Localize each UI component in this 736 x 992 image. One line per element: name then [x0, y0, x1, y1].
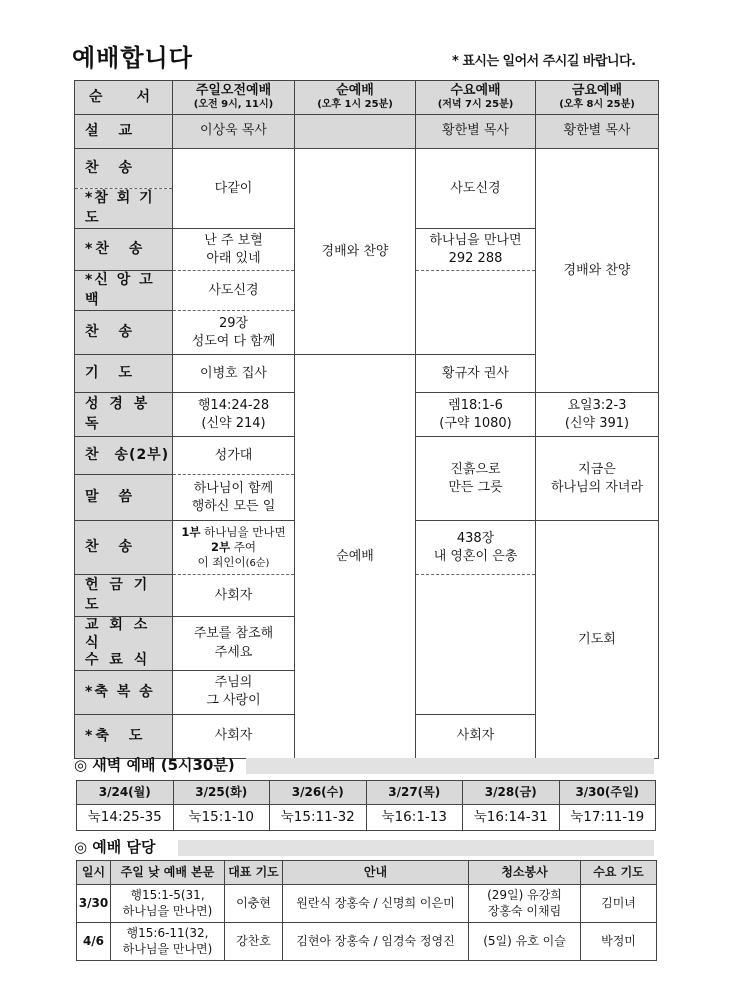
page-title: 예배합니다	[72, 44, 193, 72]
sunday-am-together: 다같이	[173, 149, 295, 229]
staff-section-heading: ◎ 예배 담당	[74, 836, 156, 857]
fri-scripture: 요일3:2-3 (신약 391)	[536, 393, 659, 437]
header-sunday-pm: 순예배 (오후 1시 25분)	[295, 81, 416, 115]
label-hymn-4: 찬 송	[75, 521, 173, 575]
dawn-service-table	[76, 780, 656, 831]
wed-hymn-2: 하나님을 만나면 292 288	[416, 229, 536, 271]
dawn-day: 3/25(화)	[173, 781, 270, 805]
sunday-am-benediction: 사회자	[173, 714, 295, 758]
label-word: 말 씀	[75, 475, 173, 521]
staff-wed-prayer: 박정미	[581, 923, 657, 961]
staff-text: 행15:1-5(31, 하나님을 만나면)	[111, 885, 225, 923]
worship-order-table	[74, 80, 659, 759]
sunday-pm-soon: 순예배	[295, 355, 416, 759]
staff-header: 주일 낮 예배 본문	[111, 861, 225, 885]
wed-hymn-4: 438장 내 영혼이 은총	[416, 521, 536, 575]
sunday-am-scripture: 행14:24-28 (신약 214)	[173, 393, 295, 437]
dawn-passage: 눅15:1-10	[173, 805, 270, 831]
staff-header: 대표 기도	[225, 861, 283, 885]
label-hymn-3: 찬 송	[75, 311, 173, 355]
dawn-heading-bar	[246, 758, 654, 774]
staff-table	[76, 860, 657, 961]
sunday-pm-sermon	[295, 115, 416, 149]
label-offering: 헌 금 기 도	[75, 575, 173, 617]
wed-empty-2	[416, 575, 536, 715]
sunday-am-choir: 성가대	[173, 437, 295, 475]
dawn-passage: 눅17:11-19	[559, 805, 656, 831]
standing-note: * 표시는 일어서 주시길 바랍니다.	[452, 54, 636, 69]
dawn-section-heading: ◎ 새벽 예배 (5시30분)	[74, 754, 235, 775]
staff-heading-bar	[178, 840, 654, 856]
sunday-am-hymn-3: 29장 성도여 다 함께	[173, 311, 295, 355]
dawn-passage: 눅16:1-13	[366, 805, 463, 831]
staff-header: 청소봉사	[469, 861, 581, 885]
sunday-am-offering: 사회자	[173, 575, 295, 617]
staff-header: 수요 기도	[581, 861, 657, 885]
staff-cleaning: (5일) 유호 이슬	[469, 923, 581, 961]
fri-praise: 경배와 찬양	[536, 149, 659, 393]
staff-wed-prayer: 김미녀	[581, 885, 657, 923]
fri-word: 지금은 하나님의 자녀라	[536, 437, 659, 521]
label-hymn-2: *찬 송	[75, 229, 173, 271]
label-prayer: 기 도	[75, 355, 173, 393]
dawn-day: 3/28(금)	[463, 781, 560, 805]
dawn-passage: 눅15:11-32	[270, 805, 367, 831]
header-sunday-am: 주일오전예배 (오전 9시, 11시)	[173, 81, 295, 115]
sunday-am-creed: 사도신경	[173, 271, 295, 311]
dawn-day: 3/24(월)	[77, 781, 174, 805]
sunday-am-word: 하나님이 함께 행하신 모든 일	[173, 475, 295, 521]
staff-header: 일시	[77, 861, 111, 885]
wed-sermon: 황한별 목사	[416, 115, 536, 149]
staff-prayer: 강찬호	[225, 923, 283, 961]
sunday-am-news: 주보를 참조해 주세요	[173, 617, 295, 671]
label-news: 교 회 소 식 수 료 식	[75, 617, 173, 671]
label-benediction: *축 도	[75, 714, 173, 758]
staff-date: 3/30	[77, 885, 111, 923]
staff-row	[77, 923, 657, 961]
staff-guide: 원란식 장홍숙 / 신명희 이은미	[283, 885, 469, 923]
sunday-am-hymn-2: 난 주 보혈 아래 있네	[173, 229, 295, 271]
wed-scripture: 렘18:1-6 (구약 1080)	[416, 393, 536, 437]
staff-cleaning: (29일) 유강희 장홍숙 이채림	[469, 885, 581, 923]
label-blessing-hymn: *축 복 송	[75, 670, 173, 714]
label-creed: *신 앙 고 백	[75, 271, 173, 311]
staff-header: 안내	[283, 861, 469, 885]
wed-prayer: 황규자 권사	[416, 355, 536, 393]
staff-prayer: 이충현	[225, 885, 283, 923]
staff-text: 행15:6-11(32, 하나님을 만나면)	[111, 923, 225, 961]
staff-guide: 김현아 장홍숙 / 임경숙 정영진	[283, 923, 469, 961]
label-scripture: 성 경 봉 독	[75, 393, 173, 437]
dawn-day: 3/30(주일)	[559, 781, 656, 805]
label-hymn-1: 찬 송	[75, 149, 173, 189]
wed-benediction: 사회자	[416, 714, 536, 758]
sunday-am-blessing-hymn: 주님의 그 사랑이	[173, 670, 295, 714]
label-sermon: 설 교	[75, 115, 173, 149]
dawn-passage: 눅16:14-31	[463, 805, 560, 831]
staff-date: 4/6	[77, 923, 111, 961]
wed-creed: 사도신경	[416, 149, 536, 229]
sunday-am-hymn-4: 1부 하나님을 만나면 2부 주여 이 죄인이(6순)	[173, 521, 295, 575]
header-friday: 금요예배 (오후 8시 25분)	[536, 81, 659, 115]
sunday-pm-praise: 경배와 찬양	[295, 149, 416, 355]
dawn-day: 3/26(수)	[270, 781, 367, 805]
sunday-am-sermon: 이상욱 목사	[173, 115, 295, 149]
dawn-day: 3/27(목)	[366, 781, 463, 805]
fri-sermon: 황한별 목사	[536, 115, 659, 149]
staff-row	[77, 885, 657, 923]
header-order: 순 서	[75, 81, 173, 115]
label-prayer-together: *참 회 기 도	[75, 189, 173, 229]
wed-word: 진흙으로 만든 그릇	[416, 437, 536, 521]
header-wednesday: 수요예배 (저녁 7시 25분)	[416, 81, 536, 115]
fri-prayer-meeting: 기도회	[536, 521, 659, 759]
sunday-am-prayer: 이병호 집사	[173, 355, 295, 393]
wed-empty-1	[416, 271, 536, 355]
label-hymn-part2: 찬 송(2부)	[75, 437, 173, 475]
dawn-passage: 눅14:25-35	[77, 805, 174, 831]
